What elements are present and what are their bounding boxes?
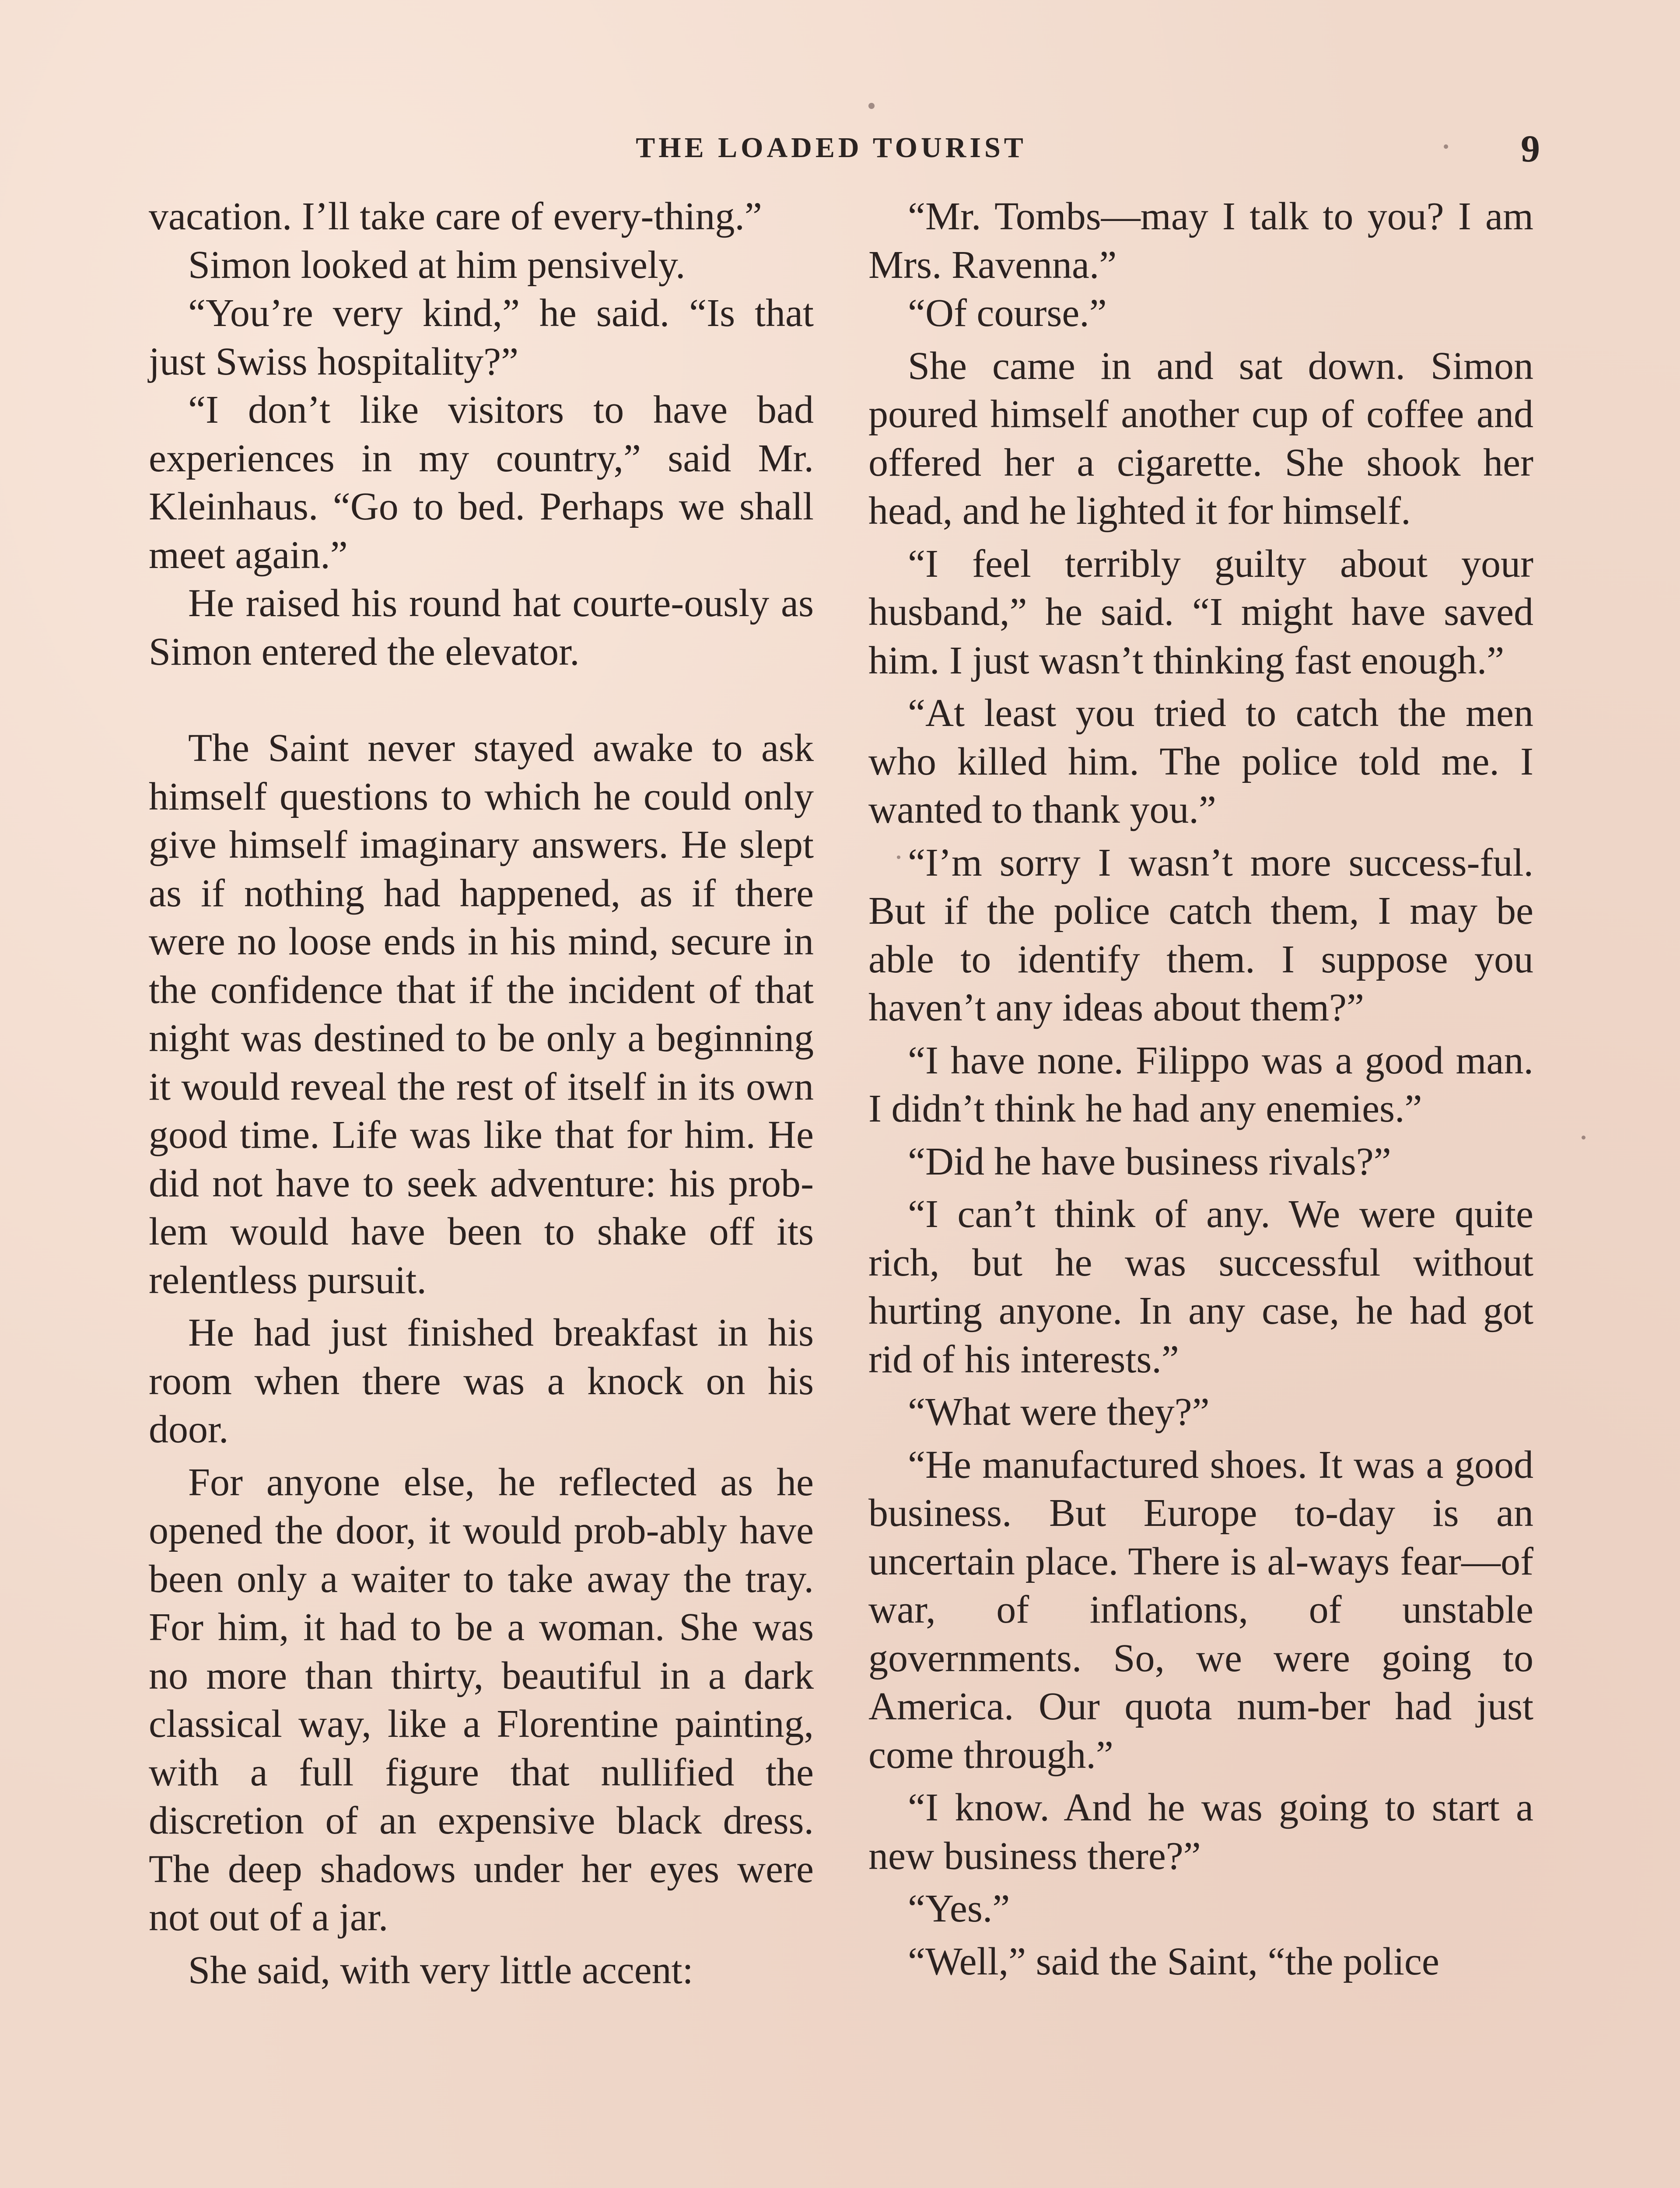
paragraph: “He manufactured shoes. It was a good business. But Europe to-day is an uncertain place. There is al-ways fear—of war, of inflations, of unstable governments. So, we were going to America. Our quota num-ber had just come through.”	[868, 1443, 1533, 1777]
paragraph: “Yes.”	[908, 1887, 1010, 1930]
paragraph: “Well,” said the Saint, “the police	[908, 1939, 1439, 1983]
paragraph: For anyone else, he reflected as he opened the door, it would prob-ably have been only a waiter to take away the tray. For him, it had to be a woman. She was no more than thirty, beautiful in a dark classical way, like a Florentine painting, with a full figure that nullified the discretion of an expensive black dress. The deep shadows under her eyes were not out of a jar.	[149, 1460, 814, 1939]
paragraph: “I’m sorry I wasn’t more success-ful. But if the police catch them, I may be able to identify them. I suppose you haven’t any ideas about them?”	[868, 841, 1533, 1029]
paragraph: “I know. And he was going to start a new business there?”	[868, 1786, 1533, 1878]
left-text-column	[149, 193, 814, 1995]
print-speck	[868, 103, 875, 109]
paragraph: He raised his round hat courte-ously as Simon entered the elevator.	[149, 582, 814, 673]
paragraph: She came in and sat down. Simon poured himself another cup of coffee and offered her a cigarette. She shook her head, and he lighted it for himself.	[868, 344, 1533, 533]
paragraph: “At least you tried to catch the men who killed him. The police told me. I wanted to thank you.”	[868, 691, 1533, 831]
running-head: THE LOADED TOURIST	[636, 132, 1027, 164]
paragraph: She said, with very little accent:	[188, 1948, 693, 1992]
paragraph: “I can’t think of any. We were quite rich, but he was successful without hurting anyone. In any case, he had got rid of his interests.”	[868, 1192, 1533, 1381]
paragraph: “I don’t like visitors to have bad experiences in my country,” said Mr. Kleinhaus. “Go to bed. Perhaps we shall meet again.”	[149, 388, 814, 577]
paragraph: Simon looked at him pensively.	[188, 243, 686, 287]
paragraph: He had just finished breakfast in his room when there was a knock on his door.	[149, 1311, 814, 1451]
paragraph: “You’re very kind,” he said. “Is that just Swiss hospitality?”	[149, 291, 814, 383]
paragraph: “Did he have business rivals?”	[908, 1140, 1391, 1183]
page-number: 9	[1521, 128, 1540, 170]
paragraph: “Mr. Tombs—may I talk to you? I am Mrs. Ravenna.”	[868, 195, 1533, 287]
paragraph: “Of course.”	[908, 291, 1107, 335]
paragraph: “What were they?”	[908, 1390, 1210, 1434]
print-speck	[1444, 144, 1448, 149]
paragraph: vacation. I’ll take care of every-thing.”	[149, 195, 762, 238]
right-text-column	[868, 193, 1533, 1986]
paragraph: “I feel terribly guilty about your husband,” he said. “I might have saved him. I just wasn’t thinking fast enough.”	[868, 542, 1533, 682]
print-speck	[1582, 1136, 1586, 1140]
paragraph: “I have none. Filippo was a good man. I didn’t think he had any enemies.”	[868, 1038, 1533, 1130]
paragraph: The Saint never stayed awake to ask himself questions to which he could only give himself imaginary answers. He slept as if nothing had happened, as if there were no loose ends in his mind, secure in the confidence that if the incident of that night was destined to be only a beginning it would reveal the rest of itself in its own good time. Life was like that for him. He did not have to seek adventure: his prob-lem would have been to shake off its relentless pursuit.	[149, 726, 814, 1302]
